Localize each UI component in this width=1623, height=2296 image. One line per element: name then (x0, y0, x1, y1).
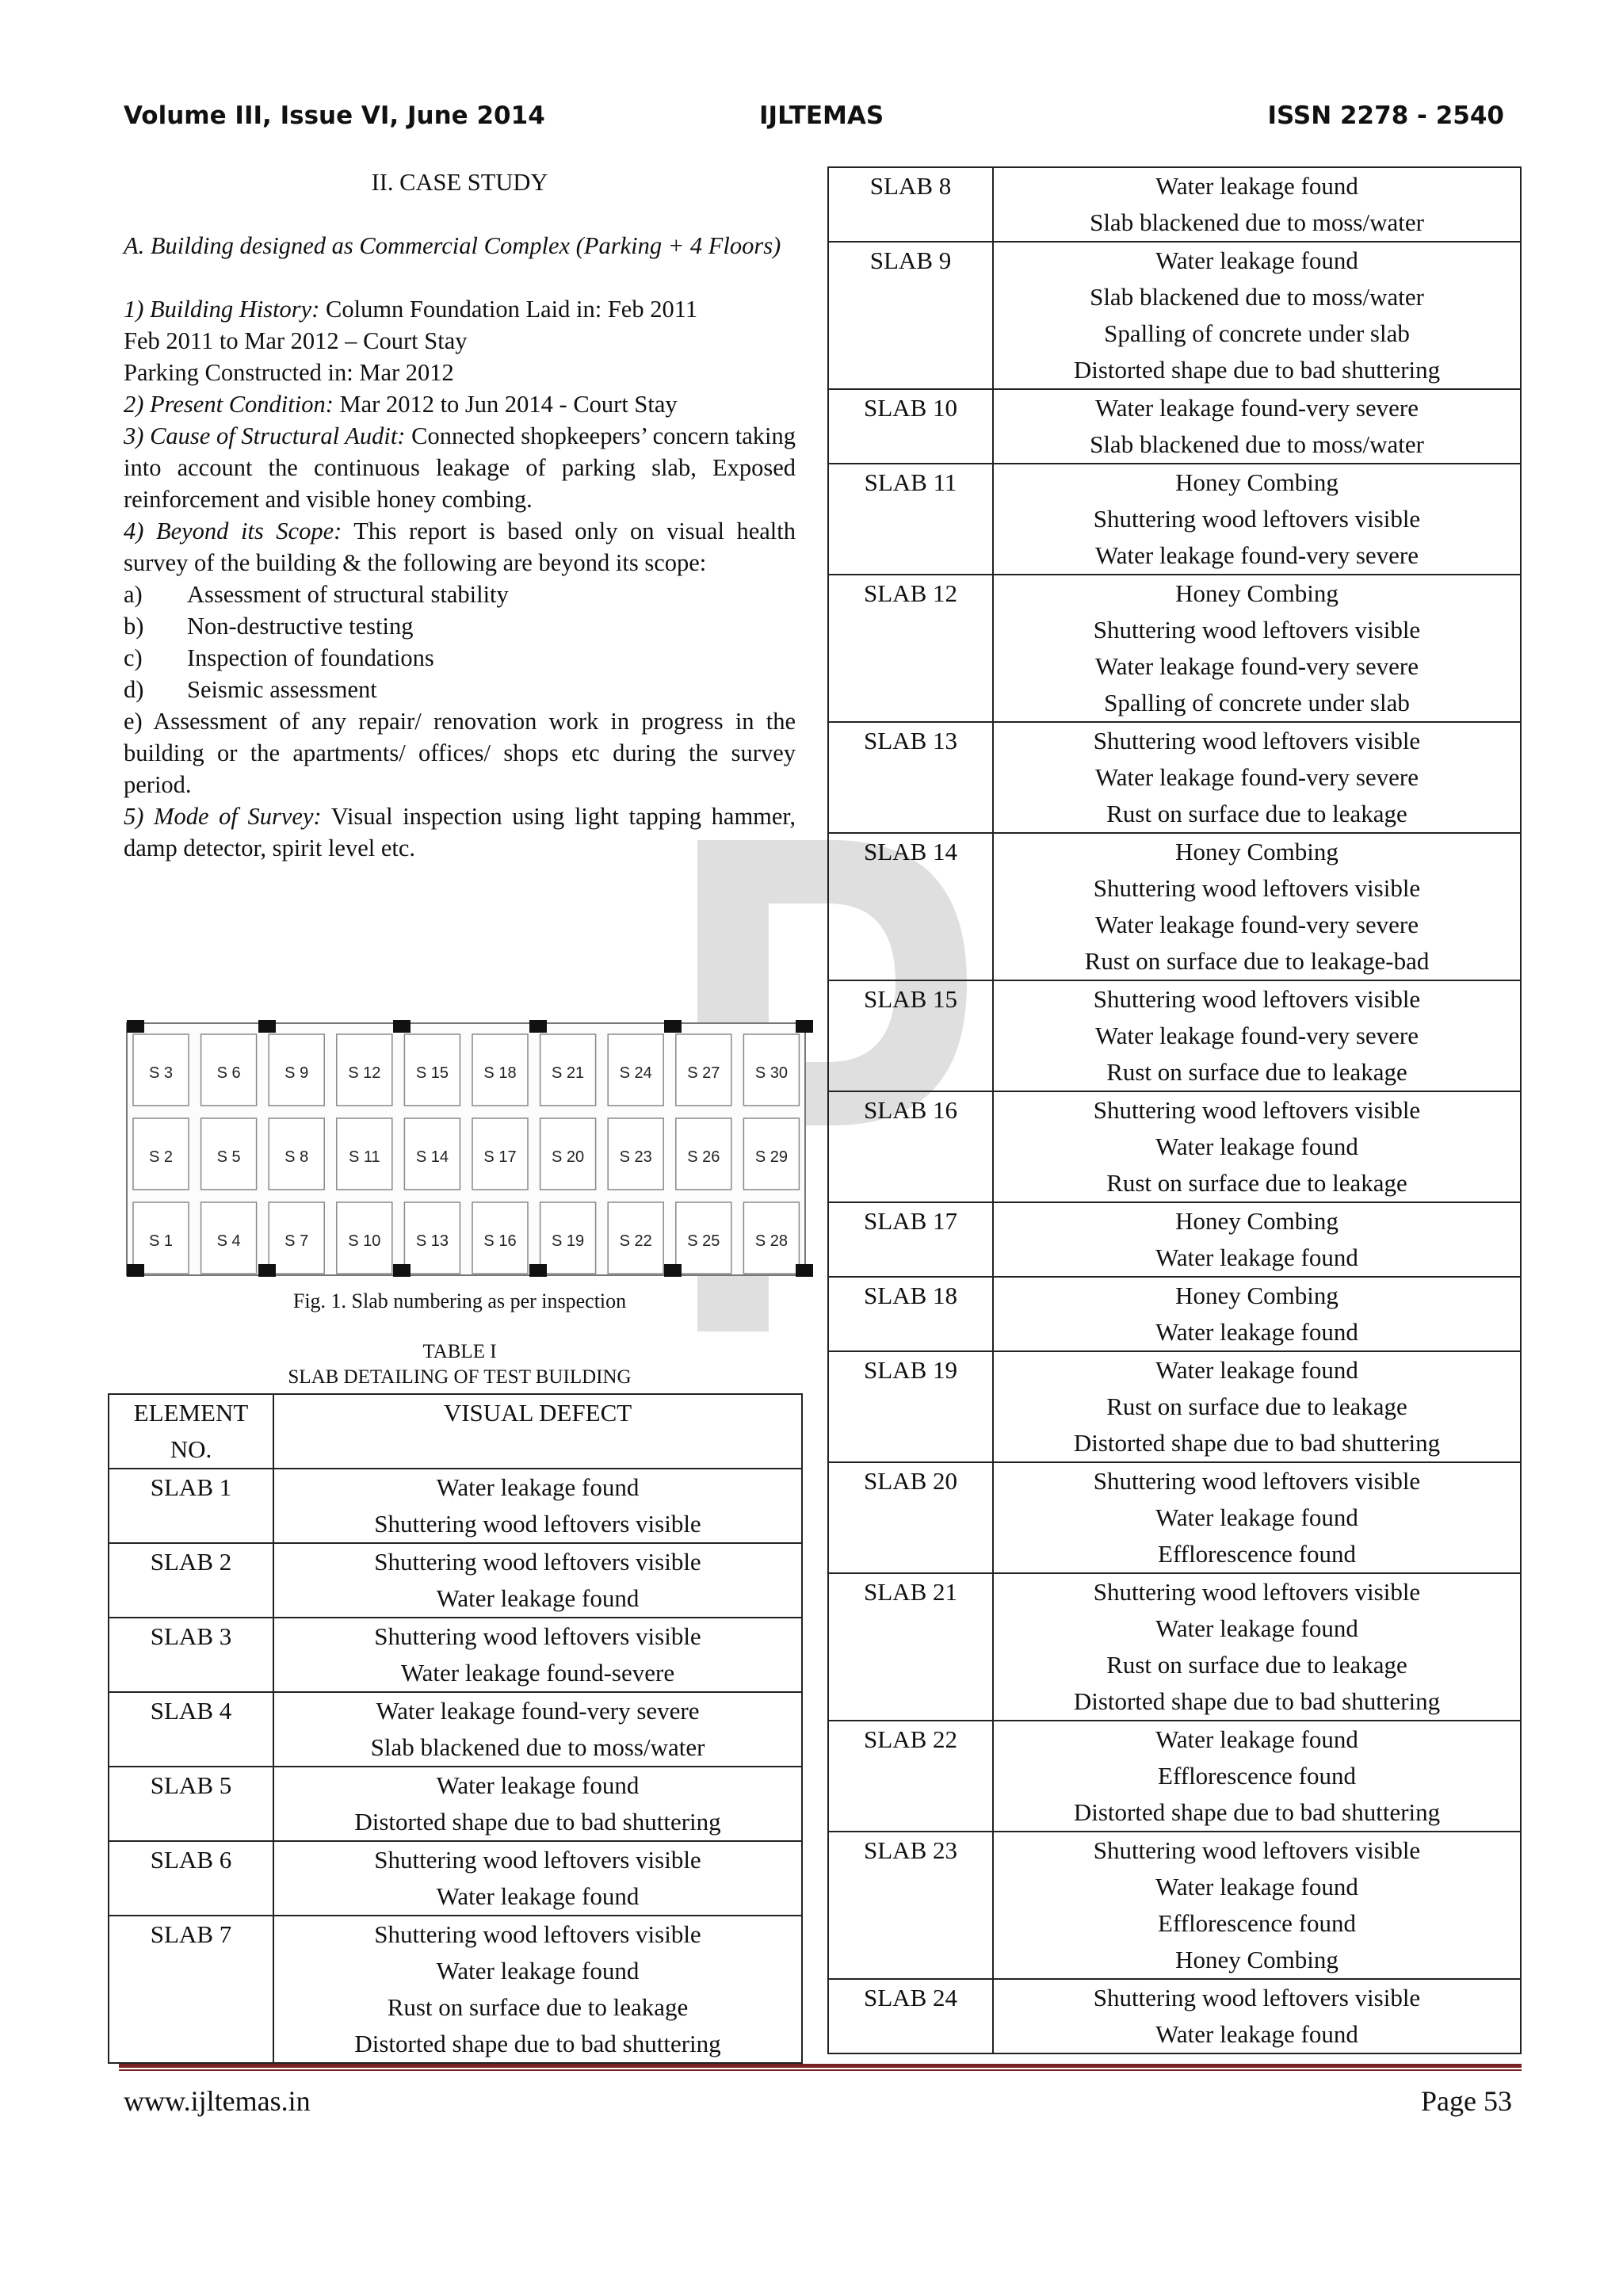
defect-cell (273, 1543, 802, 1618)
defect-cell (993, 575, 1521, 722)
defect-line: Water leakage found-very severe (1094, 394, 1419, 422)
defect-line: Water leakage found (1155, 1244, 1358, 1271)
table-header-row (109, 1394, 802, 1469)
defect-cell (273, 1618, 802, 1692)
defect-line: Water leakage found-very severe (1094, 1022, 1419, 1049)
defect-line: Shuttering wood leftovers visible (1093, 1096, 1421, 1124)
slab-cell-label: S 30 (754, 1064, 788, 1082)
element-cell: SLAB 20 (828, 1462, 993, 1573)
element-cell: SLAB 23 (828, 1832, 993, 1979)
history-line-2: Feb 2011 to Mar 2012 – Court Stay (124, 327, 468, 354)
defect-cell (993, 1091, 1521, 1202)
element-cell: SLAB 10 (828, 389, 993, 464)
element-cell: SLAB 14 (828, 833, 993, 980)
defect-line: Slab blackened due to moss/water (1090, 430, 1424, 458)
slab-cell-label: S 14 (415, 1148, 449, 1166)
slab-cell-label: S 6 (216, 1064, 241, 1082)
defect-line: Shuttering wood leftovers visible (1093, 1984, 1421, 2011)
defect-line: Honey Combing (1175, 838, 1338, 865)
defect-cell (273, 1767, 802, 1841)
table-row (109, 1916, 802, 2063)
building-history: 1) Building History: Column Foundation Laid in: Feb 2011 (124, 296, 698, 323)
slab-cell-label: S 4 (216, 1232, 241, 1250)
defect-line: Shuttering wood leftovers visible (1093, 985, 1421, 1013)
defect-line: Rust on surface due to leakage (1106, 800, 1407, 827)
element-cell: SLAB 24 (828, 1979, 993, 2053)
scope-item-text: Inspection of foundations (187, 644, 434, 671)
defect-cell (993, 167, 1521, 242)
slab-cell-label: S 22 (619, 1232, 652, 1250)
defect-cell (993, 1277, 1521, 1351)
scope-item-text: Non-destructive testing (187, 613, 414, 640)
left-column (124, 166, 796, 864)
scope-item (124, 610, 796, 642)
table-row (109, 1841, 802, 1916)
defect-line: Distorted shape due to bad shuttering (1073, 1687, 1441, 1715)
defect-line: Water leakage found-severe (400, 1659, 675, 1687)
slab-cell-label: S 20 (552, 1148, 585, 1166)
defect-line: Shuttering wood leftovers visible (1093, 1467, 1421, 1495)
table-row (109, 1618, 802, 1692)
defect-cell (993, 1832, 1521, 1979)
table-row (828, 167, 1521, 242)
defect-cell (993, 1721, 1521, 1832)
defect-line: Water leakage found (1155, 1503, 1358, 1531)
defect-cell (993, 1462, 1521, 1573)
defect-line: Water leakage found (1155, 1614, 1358, 1642)
beyond-scope: 4) Beyond its Scope: This report is based only on visual health survey of the building & the following are beyond its scope: (124, 518, 796, 576)
present-condition: 2) Present Condition: Mar 2012 to Jun 2014 - Court Stay (124, 391, 678, 418)
footer-rule (119, 2064, 1522, 2068)
defect-cell (993, 833, 1521, 980)
element-cell: SLAB 6 (109, 1841, 273, 1916)
slab-cell-label: S 27 (687, 1064, 720, 1082)
column-marker (796, 1020, 813, 1033)
element-cell: SLAB 3 (109, 1618, 273, 1692)
table-caption: SLAB DETAILING OF TEST BUILDING (288, 1366, 632, 1388)
defect-cell (993, 1573, 1521, 1721)
defect-line: Slab blackened due to moss/water (370, 1733, 705, 1761)
defect-line: Water leakage found (436, 1882, 640, 1910)
defect-line: Efflorescence found (1158, 1909, 1356, 1937)
scope-item (124, 642, 796, 674)
element-cell: SLAB 11 (828, 464, 993, 575)
table-row (828, 1202, 1521, 1277)
slab-cell-label: S 25 (687, 1232, 720, 1250)
defect-cell (273, 1841, 802, 1916)
table-row (828, 1462, 1521, 1573)
defect-line: Slab blackened due to moss/water (1090, 208, 1424, 236)
defect-line: Honey Combing (1175, 1282, 1338, 1309)
slab-cell-label: S 3 (148, 1064, 174, 1082)
defect-line: Rust on surface due to leakage (1106, 1651, 1407, 1679)
slab-cell-label: S 1 (148, 1232, 174, 1250)
scope-item-label: a) (124, 581, 143, 608)
element-cell: SLAB 22 (828, 1721, 993, 1832)
defect-cell (993, 980, 1521, 1091)
scope-item-label: c) (124, 644, 143, 671)
defect-cell (993, 1351, 1521, 1462)
defect-line: Water leakage found (1155, 172, 1358, 200)
section-heading: II. CASE STUDY (371, 169, 548, 196)
cause-of-audit: 3) Cause of Structural Audit: Connected shopkeepers’ concern taking into account the continuous leakage of parking slab, Exposed reinforcement and visible honey combing. (124, 422, 796, 513)
defect-line: Water leakage found (436, 1584, 640, 1612)
defect-line: Water leakage found-very severe (1094, 763, 1419, 791)
defect-line: Shuttering wood leftovers visible (1093, 874, 1421, 902)
defect-line: Water leakage found (1155, 1356, 1358, 1384)
element-cell: SLAB 16 (828, 1091, 993, 1202)
column-marker (529, 1020, 547, 1033)
column-marker (127, 1264, 144, 1277)
slab-cell-label: S 19 (552, 1232, 585, 1250)
slab-cell-label: S 5 (216, 1148, 241, 1166)
table-row (828, 722, 1521, 833)
defect-line: Water leakage found (1155, 1873, 1358, 1901)
element-cell: SLAB 12 (828, 575, 993, 722)
table-row (109, 1469, 802, 1543)
slab-cell-label: S 28 (754, 1232, 788, 1250)
slab-cell-label: S 17 (483, 1148, 517, 1166)
defect-line: Honey Combing (1175, 1946, 1338, 1973)
scope-item-e: e) Assessment of any repair/ renovation work in progress in the building or the apartments/ offices/ shops etc during the survey period. (124, 708, 796, 798)
element-cell: SLAB 18 (828, 1277, 993, 1351)
defect-line: Water leakage found (1155, 2020, 1358, 2048)
defect-cell (993, 1202, 1521, 1277)
slab-cell-label: S 21 (552, 1064, 585, 1082)
defect-line: Shuttering wood leftovers visible (374, 1846, 701, 1874)
scope-list (124, 579, 796, 705)
table-row (109, 1543, 802, 1618)
slab-table-left (108, 1393, 803, 2064)
defect-line: Honey Combing (1175, 468, 1338, 496)
table-row (828, 389, 1521, 464)
scope-item-text: Seismic assessment (187, 676, 377, 703)
table-row (828, 1573, 1521, 1721)
defect-line: Distorted shape due to bad shuttering (1073, 1798, 1441, 1826)
column-marker (664, 1264, 682, 1277)
slab-cell-label: S 24 (619, 1064, 652, 1082)
table-row (828, 1351, 1521, 1462)
scope-item (124, 579, 796, 610)
defect-line: Water leakage found-very severe (376, 1697, 700, 1725)
header-journal: IJLTEMAS (759, 101, 884, 130)
column-marker (529, 1264, 547, 1277)
table-row (828, 1277, 1521, 1351)
defect-line: Distorted shape due to bad shuttering (1073, 356, 1441, 384)
defect-line: Shuttering wood leftovers visible (1093, 1578, 1421, 1606)
slab-cell-label: S 13 (415, 1232, 449, 1250)
defect-cell (993, 389, 1521, 464)
history-line-3: Parking Constructed in: Mar 2012 (124, 359, 454, 386)
element-cell: SLAB 2 (109, 1543, 273, 1618)
defect-line: Shuttering wood leftovers visible (1093, 727, 1421, 755)
table-row (828, 1091, 1521, 1202)
column-marker (796, 1264, 813, 1277)
defect-line: Water leakage found-very severe (1094, 541, 1419, 569)
defect-cell (273, 1692, 802, 1767)
element-cell: SLAB 7 (109, 1916, 273, 2063)
defect-line: Shuttering wood leftovers visible (374, 1510, 701, 1538)
defect-line: Water leakage found (1155, 1318, 1358, 1346)
defect-line: Distorted shape due to bad shuttering (354, 2030, 721, 2057)
element-cell: SLAB 1 (109, 1469, 273, 1543)
footer-rule-thin (119, 2069, 1522, 2071)
defect-cell (993, 1979, 1521, 2053)
defect-line: Water leakage found (1155, 1133, 1358, 1160)
defect-line: Water leakage found-very severe (1094, 652, 1419, 680)
defect-line: Rust on surface due to leakage (387, 1993, 689, 2021)
defect-line: Shuttering wood leftovers visible (1093, 616, 1421, 644)
column-marker (664, 1020, 682, 1033)
table-row (828, 1832, 1521, 1979)
defect-line: Slab blackened due to moss/water (1090, 283, 1424, 311)
defect-line: Water leakage found (436, 1957, 640, 1985)
table-row (828, 1979, 1521, 2053)
slab-cell-label: S 23 (619, 1148, 652, 1166)
slab-cell-label: S 10 (348, 1232, 381, 1250)
defect-cell (993, 722, 1521, 833)
table-row (109, 1767, 802, 1841)
scope-item-label: b) (124, 613, 144, 640)
scope-item (124, 674, 796, 705)
defect-cell (993, 242, 1521, 389)
defect-line: Shuttering wood leftovers visible (1093, 1836, 1421, 1864)
table-row (828, 242, 1521, 389)
slab-cell-label: S 29 (754, 1148, 788, 1166)
element-cell: SLAB 21 (828, 1573, 993, 1721)
slab-numbering-figure (124, 1017, 813, 1286)
figure-caption: Fig. 1. Slab numbering as per inspection (292, 1289, 627, 1312)
defect-line: Efflorescence found (1158, 1762, 1356, 1790)
element-cell: SLAB 9 (828, 242, 993, 389)
slab-cell-label: S 7 (285, 1232, 309, 1250)
scope-item-label: d) (124, 676, 144, 703)
section-subheading: A. Building designed as Commercial Complex (Parking + 4 Floors) (124, 232, 781, 259)
slab-cell-label: S 11 (348, 1148, 380, 1166)
defect-line: Rust on surface due to leakage (1106, 1169, 1407, 1197)
slab-cell-label: S 15 (415, 1064, 449, 1082)
table-row (828, 980, 1521, 1091)
defect-line: Distorted shape due to bad shuttering (354, 1808, 721, 1836)
column-marker (258, 1264, 276, 1277)
defect-line: Water leakage found (436, 1473, 640, 1501)
table-row (828, 464, 1521, 575)
defect-line: Water leakage found (1155, 1725, 1358, 1753)
table-row (828, 575, 1521, 722)
table-number: TABLE I (422, 1341, 497, 1362)
element-cell: SLAB 5 (109, 1767, 273, 1841)
slab-cell-label: S 9 (285, 1064, 309, 1082)
defect-line: Water leakage found (436, 1771, 640, 1799)
defect-cell (993, 464, 1521, 575)
defect-line: Spalling of concrete under slab (1104, 689, 1410, 716)
element-cell: SLAB 17 (828, 1202, 993, 1277)
footer-website: www.ijltemas.in (124, 2085, 311, 2117)
defect-line: Shuttering wood leftovers visible (374, 1622, 701, 1650)
table-row (109, 1692, 802, 1767)
table-title (108, 1339, 812, 1390)
footer-page: Page 53 (1421, 2085, 1512, 2117)
slab-cell-label: S 2 (148, 1148, 174, 1166)
slab-cell-label: S 26 (687, 1148, 720, 1166)
defect-line: Efflorescence found (1158, 1540, 1356, 1568)
element-cell: SLAB 15 (828, 980, 993, 1091)
slab-cell-label: S 16 (483, 1232, 517, 1250)
slab-cell-label: S 8 (285, 1148, 309, 1166)
column-marker (258, 1020, 276, 1033)
col-element-header: ELEMENT NO. (109, 1394, 273, 1469)
table-row (828, 833, 1521, 980)
element-cell: SLAB 19 (828, 1351, 993, 1462)
defect-line: Honey Combing (1175, 1207, 1338, 1235)
slab-cell-label: S 18 (483, 1064, 517, 1082)
slab-cell-label: S 12 (348, 1064, 381, 1082)
mode-of-survey: 5) Mode of Survey: Visual inspection using light tapping hammer, damp detector, spirit level etc. (124, 803, 796, 861)
element-cell: SLAB 13 (828, 722, 993, 833)
column-marker (393, 1264, 411, 1277)
column-marker (127, 1020, 144, 1033)
defect-cell (273, 1916, 802, 2063)
element-cell: SLAB 4 (109, 1692, 273, 1767)
defect-line: Shuttering wood leftovers visible (374, 1920, 701, 1948)
col-defect-header: VISUAL DEFECT (273, 1394, 802, 1469)
column-marker (393, 1020, 411, 1033)
defect-line: Distorted shape due to bad shuttering (1073, 1429, 1441, 1457)
defect-line: Water leakage found-very severe (1094, 911, 1419, 938)
scope-item-text: Assessment of structural stability (187, 581, 509, 608)
defect-line: Shuttering wood leftovers visible (1093, 505, 1421, 533)
defect-line: Honey Combing (1175, 579, 1338, 607)
defect-line: Spalling of concrete under slab (1104, 319, 1410, 347)
defect-line: Rust on surface due to leakage (1106, 1058, 1407, 1086)
defect-line: Rust on surface due to leakage-bad (1084, 947, 1430, 975)
defect-cell (273, 1469, 802, 1543)
header-volume: Volume III, Issue VI, June 2014 (124, 101, 545, 130)
slab-table-right (827, 166, 1522, 2054)
defect-line: Shuttering wood leftovers visible (374, 1548, 701, 1576)
table-row (828, 1721, 1521, 1832)
element-cell: SLAB 8 (828, 167, 993, 242)
defect-line: Rust on surface due to leakage (1106, 1392, 1407, 1420)
defect-line: Water leakage found (1155, 246, 1358, 274)
header-issn: ISSN 2278 - 2540 (1267, 101, 1504, 130)
